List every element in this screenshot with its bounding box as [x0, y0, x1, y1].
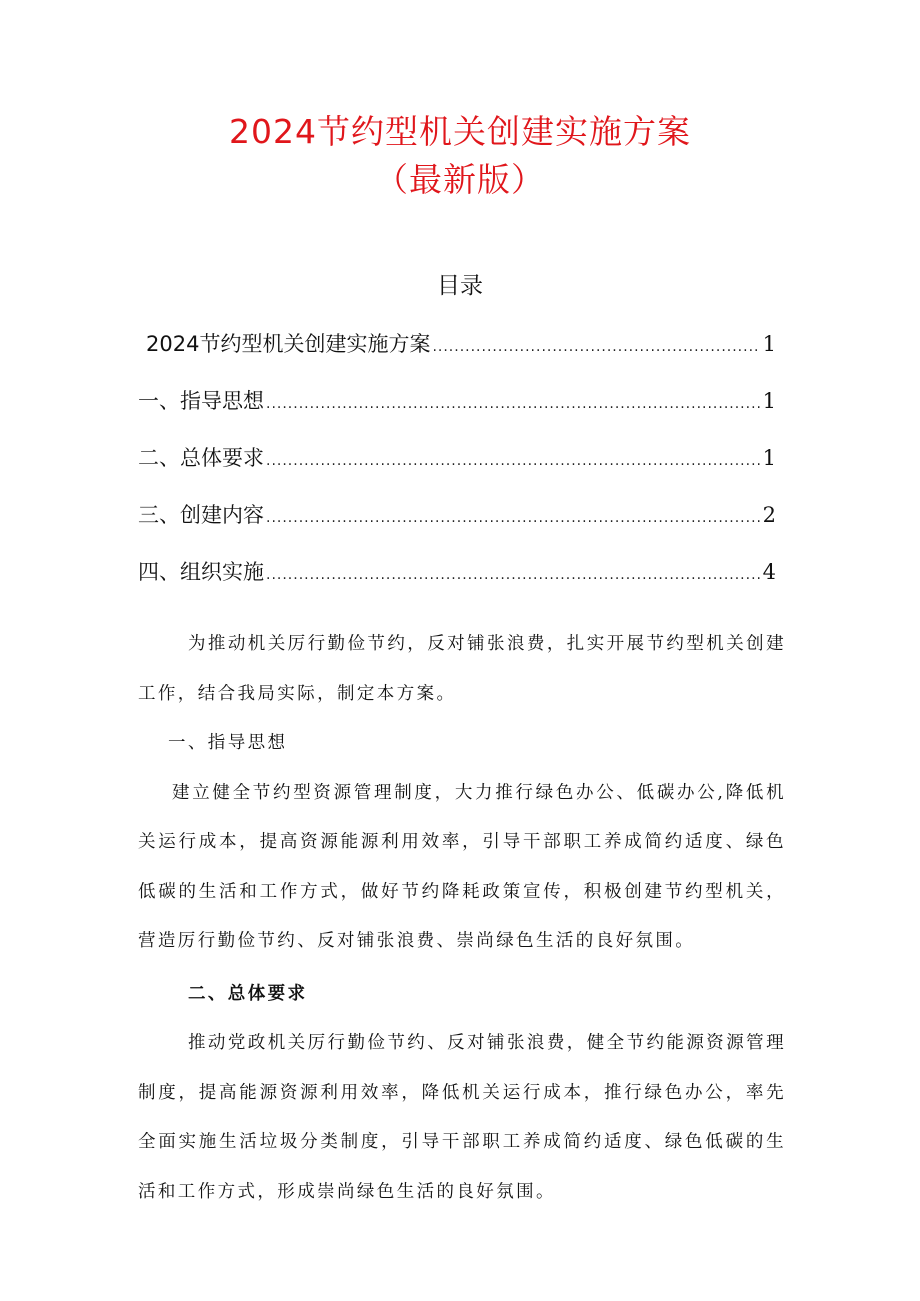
toc-entry-page: 2 — [762, 503, 776, 527]
toc-entry-page: 1 — [762, 446, 776, 470]
toc-entry-label: 二、总体要求 — [138, 446, 264, 470]
toc-heading: 目录 — [437, 273, 483, 299]
document-body — [138, 620, 786, 1217]
toc-entry-page: 1 — [762, 332, 776, 356]
toc-leader-dots — [266, 557, 760, 593]
toc-entry-label: 一、指导思想 — [138, 389, 264, 413]
toc-leader-dots — [266, 443, 760, 479]
table-of-contents — [138, 326, 776, 611]
toc-entry-label: 2024节约型机关创建实施方案 — [146, 332, 431, 356]
section-heading-guiding-ideology: 一、指导思想 — [168, 733, 288, 753]
section-paragraph-guiding-ideology: 建立健全节约型资源管理制度，大力推行绿色办公、低碳办公,降低机关运行成本，提高资源能源利用效率，引导干部职工养成简约适度、绿色低碳的生活和工作方式，做好节约降耗政策宣传，积极创建节约型机关，营造厉行勤俭节约、反对铺张浪费、崇尚绿色生活的良好氛围。 — [138, 782, 786, 951]
section-heading-general-requirements: 二、总体要求 — [188, 983, 308, 1004]
document-title: 2024节约型机关创建实施方案 — [229, 112, 691, 151]
section-paragraph-general-requirements: 推动党政机关厉行勤俭节约、反对铺张浪费，健全节约能源资源管理制度，提高能源资源利用效率，降低机关运行成本，推行绿色办公，率先全面实施生活垃圾分类制度，引导干部职工养成简约适度、绿色低碳的生活和工作方式，形成崇尚绿色生活的良好氛围。 — [138, 1033, 786, 1202]
toc-leader-dots — [266, 386, 760, 422]
toc-entry[interactable] — [138, 326, 776, 383]
toc-entry-label: 三、创建内容 — [138, 503, 264, 527]
toc-entry-page: 1 — [762, 389, 776, 413]
toc-entry[interactable] — [138, 440, 776, 497]
intro-paragraph: 为推动机关厉行勤俭节约，反对铺张浪费，扎实开展节约型机关创建工作，结合我局实际，制定本方案。 — [138, 634, 786, 704]
toc-leader-dots — [266, 500, 760, 536]
toc-entry-page: 4 — [762, 560, 776, 584]
toc-entry[interactable] — [138, 554, 776, 611]
toc-entry[interactable] — [138, 497, 776, 554]
toc-entry[interactable] — [138, 383, 776, 440]
toc-entry-label: 四、组织实施 — [138, 560, 264, 584]
toc-leader-dots — [432, 329, 760, 365]
document-subtitle: （最新版） — [375, 160, 545, 199]
